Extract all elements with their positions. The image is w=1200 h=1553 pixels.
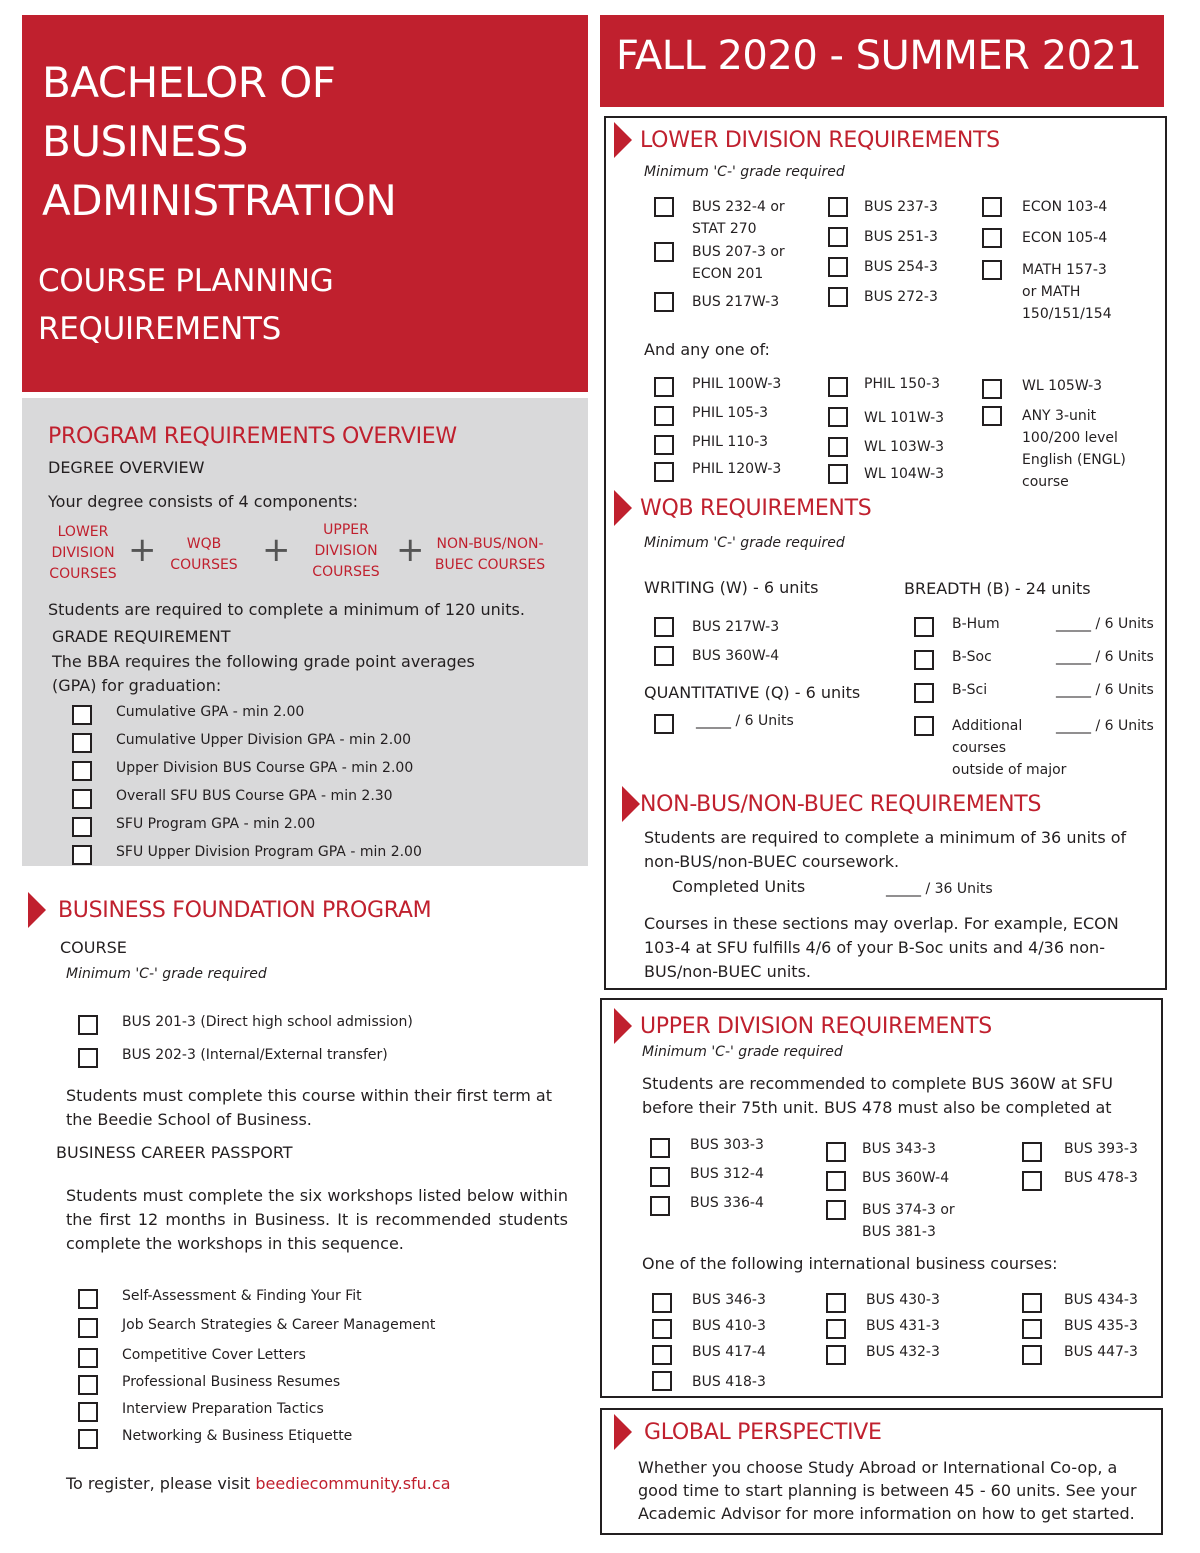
workshop-item: [78, 1374, 435, 1401]
checkbox[interactable]: [982, 197, 1002, 217]
workshop-label: Professional Business Resumes: [122, 1374, 341, 1390]
workshop-item: [78, 1317, 435, 1347]
component-line: COURSES: [170, 557, 238, 573]
checkbox[interactable]: [72, 733, 92, 753]
breadth-list: [914, 616, 1154, 781]
course-label: PHIL 110-3: [692, 434, 769, 450]
workshop-item: [78, 1347, 435, 1374]
course-label: BUS 393-3: [1064, 1141, 1138, 1157]
any-col1: [654, 376, 781, 488]
component-line: DIVISION: [51, 545, 115, 561]
gpa-item-label: SFU Upper Division Program GPA - min 2.00: [116, 844, 422, 860]
component-line: UPPER: [323, 522, 369, 538]
upper-title: UPPER DIVISION REQUIREMENTS: [640, 1014, 992, 1039]
course-item: [826, 1318, 940, 1344]
checkbox[interactable]: [78, 1348, 98, 1368]
course-label: BUS 237-3: [864, 199, 938, 215]
checkbox[interactable]: [650, 1196, 670, 1216]
checkbox[interactable]: [78, 1318, 98, 1338]
course-label-line: ECON 201: [692, 266, 764, 282]
wqb-title: WQB REQUIREMENTS: [640, 496, 872, 521]
workshop-label: Job Search Strategies & Career Management: [122, 1317, 436, 1333]
checkbox[interactable]: [654, 646, 674, 666]
course-item: [982, 227, 1112, 259]
checkbox[interactable]: [982, 260, 1002, 280]
checkbox[interactable]: [914, 683, 934, 703]
course-label: BUS 272-3: [864, 289, 938, 305]
grade-text-line: The BBA requires the following grade point averages: [52, 652, 475, 671]
register-line: [66, 1474, 451, 1493]
course-item: [826, 1199, 955, 1243]
nonbus-section: [604, 784, 1167, 984]
course-label: BUS 447-3: [1064, 1344, 1138, 1360]
intl-col1: [652, 1292, 766, 1396]
passport-text: Students must complete the six workshops listed below within the first 12 months in Business. It is recommended students complete the workshops in this sequence.: [66, 1186, 568, 1253]
workshop-item: [78, 1428, 435, 1455]
gpa-item: [72, 704, 422, 732]
course-label-line: MATH 157-3: [1022, 262, 1107, 278]
course-label: PHIL 120W-3: [692, 461, 782, 477]
breadth-label: B-Soc: [952, 649, 992, 665]
writing-list: [654, 616, 779, 674]
units-text: Students are required to complete a minimum of 120 units.: [48, 600, 525, 619]
lower-col1: [654, 196, 785, 321]
checkbox[interactable]: [652, 1371, 672, 1391]
checkbox[interactable]: [72, 817, 92, 837]
course-label: WL 103W-3: [864, 439, 945, 455]
checkbox[interactable]: [826, 1200, 846, 1220]
breadth-label-line: outside of major: [952, 762, 1067, 778]
course-label: BUS 360W-4: [692, 648, 780, 664]
course-label: ECON 103-4: [1022, 199, 1108, 215]
lower-division-section: [604, 116, 1167, 490]
breadth-label-line: courses: [952, 740, 1007, 756]
course-label: BUS 343-3: [862, 1141, 936, 1157]
breadth-item: [914, 715, 1154, 781]
overlap-text: Courses in these sections may overlap. For example, ECON 103-4 at SFU fulfills 4/6 of your B-Soc units and 4/36 non-BUS/non-BUEC units.: [644, 914, 1119, 981]
gpa-item-label: Overall SFU BUS Course GPA - min 2.30: [116, 788, 393, 804]
course-item: [78, 1047, 413, 1080]
grade-note: Minimum 'C-' grade required: [642, 1044, 843, 1060]
term-label: FALL 2020 - SUMMER 2021: [616, 33, 1142, 79]
course-label-line: 100/200 level: [1022, 430, 1118, 446]
course-item: [78, 1014, 413, 1047]
grade-note: Minimum 'C-' grade required: [66, 966, 267, 982]
section-arrow-icon: [614, 1008, 632, 1044]
section-arrow-icon: [28, 892, 46, 928]
global-text: Whether you choose Study Abroad or International Co-op, a good time to start planning is between 45 - 60 units. See your Academic Advisor for more information on how to get started.: [638, 1458, 1137, 1523]
checkbox[interactable]: [72, 789, 92, 809]
global-section: [600, 1408, 1163, 1535]
overview-panel: [22, 398, 588, 866]
course-label: PHIL 100W-3: [692, 376, 782, 392]
checkbox[interactable]: [78, 1375, 98, 1395]
checkbox[interactable]: [914, 716, 934, 736]
intl-text: One of the following international business courses:: [642, 1254, 1058, 1273]
checkbox[interactable]: [914, 617, 934, 637]
course-label: BUS 410-3: [692, 1318, 766, 1334]
course-item: [826, 1344, 940, 1370]
course-item: [652, 1370, 766, 1396]
gpa-item-label: Upper Division BUS Course GPA - min 2.00: [116, 760, 414, 776]
checkbox[interactable]: [1022, 1142, 1042, 1162]
component-line: WQB: [186, 536, 222, 552]
course-label-line: ANY 3-unit: [1022, 408, 1097, 424]
course-item: [654, 196, 785, 241]
workshop-label: Networking & Business Etiquette: [122, 1428, 353, 1444]
checkbox[interactable]: [826, 1142, 846, 1162]
course-item: [828, 196, 938, 226]
program-subtitle: [38, 257, 334, 353]
checkbox[interactable]: [828, 257, 848, 277]
grade-text: [52, 650, 475, 698]
course-label: BUS 201-3 (Direct high school admission): [122, 1014, 413, 1030]
course-label: BUS 336-4: [690, 1195, 764, 1211]
course-item: [982, 405, 1126, 493]
course-item: [1022, 1318, 1138, 1344]
term-text: Students must complete this course within their first term at the Beedie School of Business.: [66, 1086, 552, 1129]
register-link[interactable]: beediecommunity.sfu.ca: [255, 1474, 451, 1493]
program-title-line: BACHELOR OF: [42, 58, 336, 107]
section-arrow-icon: [614, 490, 632, 526]
checkbox[interactable]: [72, 761, 92, 781]
quant-item: [654, 713, 794, 734]
intl-col2: [826, 1292, 940, 1370]
any-col2: [828, 376, 944, 490]
course-label: [1022, 259, 1112, 325]
component-lower: [46, 522, 120, 585]
course-item: [652, 1318, 766, 1344]
section-arrow-icon: [622, 786, 640, 822]
grade-note: Minimum 'C-' grade required: [644, 164, 845, 180]
course-item: [654, 241, 785, 291]
any-col3: [982, 378, 1126, 493]
course-item: [652, 1344, 766, 1370]
lower-col2: [828, 196, 938, 316]
checkbox[interactable]: [78, 1289, 98, 1309]
course-item: [650, 1166, 764, 1195]
course-item: [826, 1170, 955, 1199]
workshop-item: [78, 1288, 435, 1317]
degree-overview-heading: DEGREE OVERVIEW: [48, 458, 205, 477]
workshop-label: Self-Assessment & Finding Your Fit: [122, 1288, 362, 1304]
course-item: [650, 1137, 764, 1166]
component-line: COURSES: [49, 566, 117, 582]
course-label: BUS 434-3: [1064, 1292, 1138, 1308]
checkbox[interactable]: [78, 1015, 98, 1035]
course-item: [652, 1292, 766, 1318]
component-nonbus: [430, 534, 550, 576]
course-item: [826, 1292, 940, 1318]
course-label: WL 105W-3: [1022, 378, 1103, 394]
upper-text: Students are recommended to complete BUS 360W at SFU before their 75th unit. BUS 478 must also be completed at: [642, 1074, 1113, 1117]
checkbox[interactable]: [828, 227, 848, 247]
components-text: Your degree consists of 4 components:: [48, 492, 358, 511]
program-title-line: ADMINISTRATION: [42, 176, 397, 225]
component-line: COURSES: [312, 564, 380, 580]
course-heading: COURSE: [60, 938, 127, 957]
course-label: BUS 312-4: [690, 1166, 764, 1182]
checkbox[interactable]: [650, 1167, 670, 1187]
intl-col3: [1022, 1292, 1138, 1370]
plus-sign: +: [396, 530, 425, 570]
course-item: [828, 286, 938, 316]
course-label: BUS 251-3: [864, 229, 938, 245]
checkbox[interactable]: [828, 287, 848, 307]
checkbox[interactable]: [982, 406, 1002, 426]
course-item: [828, 226, 938, 256]
checkbox[interactable]: [828, 377, 848, 397]
checkbox[interactable]: [826, 1345, 846, 1365]
course-label: BUS 418-3: [692, 1374, 766, 1390]
breadth-heading: BREADTH (B) - 24 units: [904, 579, 1091, 598]
course-label-line: BUS 381-3: [862, 1224, 936, 1240]
register-text: To register, please visit: [66, 1474, 256, 1493]
course-item: [828, 406, 944, 436]
course-label: BUS 217W-3: [692, 294, 780, 310]
workshop-item: [78, 1401, 435, 1428]
course-label: BUS 202-3 (Internal/External transfer): [122, 1047, 388, 1063]
checkbox[interactable]: [826, 1171, 846, 1191]
course-item: [828, 436, 944, 463]
course-label-line: BUS 374-3 or: [862, 1202, 955, 1218]
course-label: BUS 432-3: [866, 1344, 940, 1360]
checkbox[interactable]: [652, 1293, 672, 1313]
checkbox[interactable]: [78, 1429, 98, 1449]
grade-note: Minimum 'C-' grade required: [644, 535, 845, 551]
writing-heading: WRITING (W) - 6 units: [644, 578, 819, 597]
course-label-line: course: [1022, 474, 1069, 490]
gpa-item-label: Cumulative Upper Division GPA - min 2.00: [116, 732, 412, 748]
course-label: ECON 105-4: [1022, 230, 1108, 246]
units-blank: _____ / 6 Units: [1056, 649, 1154, 665]
program-subtitle-line: REQUIREMENTS: [38, 311, 282, 347]
checkbox[interactable]: [654, 292, 674, 312]
course-label-line: STAT 270: [692, 221, 757, 237]
component-wqb: [162, 534, 246, 576]
grade-heading: GRADE REQUIREMENT: [52, 627, 231, 646]
checkbox[interactable]: [654, 462, 674, 482]
program-title: [42, 53, 396, 230]
breadth-item: [914, 616, 1154, 649]
program-title-line: BUSINESS: [42, 117, 248, 166]
nonbus-title: NON-BUS/NON-BUEC REQUIREMENTS: [640, 792, 1042, 817]
breadth-item: [914, 682, 1154, 715]
checkbox[interactable]: [654, 714, 674, 734]
checkbox[interactable]: [72, 845, 92, 865]
course-item: [1022, 1141, 1138, 1170]
checkbox[interactable]: [652, 1319, 672, 1339]
breadth-label-line: Additional: [952, 718, 1023, 734]
title-block: [22, 15, 588, 392]
course-item: [1022, 1170, 1138, 1199]
course-label: PHIL 150-3: [864, 376, 941, 392]
course-item: [654, 616, 779, 645]
course-label-line: BUS 232-4 or: [692, 199, 785, 215]
gpa-item-label: SFU Program GPA - min 2.00: [116, 816, 316, 832]
units-blank: _____ / 6 Units: [1056, 616, 1154, 632]
units-blank: _____ / 6 Units: [696, 713, 794, 729]
breadth-label: [952, 715, 1067, 781]
course-label: BUS 430-3: [866, 1292, 940, 1308]
course-item: [654, 461, 781, 488]
workshop-label: Interview Preparation Tactics: [122, 1401, 324, 1417]
checkbox[interactable]: [650, 1138, 670, 1158]
foundation-courses: [78, 1014, 413, 1080]
course-item: [982, 378, 1126, 405]
workshop-label: Competitive Cover Letters: [122, 1347, 306, 1363]
course-item: [826, 1141, 955, 1170]
section-arrow-icon: [614, 1414, 632, 1450]
course-label: [692, 196, 785, 240]
nonbus-text: Students are required to complete a minimum of 36 units of non-BUS/non-BUEC coursework.: [644, 828, 1127, 871]
checkbox[interactable]: [654, 617, 674, 637]
gpa-item-label: Cumulative GPA - min 2.00: [116, 704, 305, 720]
course-item: [654, 405, 781, 434]
lower-title: LOWER DIVISION REQUIREMENTS: [640, 128, 1000, 153]
completed-label: Completed Units: [672, 877, 806, 896]
plus-sign: +: [128, 530, 157, 570]
checkbox[interactable]: [1022, 1319, 1042, 1339]
course-item: [1022, 1344, 1138, 1370]
course-label: BUS 254-3: [864, 259, 938, 275]
upper-division-section: [600, 998, 1163, 1398]
course-label-line: English (ENGL): [1022, 452, 1126, 468]
checkbox[interactable]: [1022, 1293, 1042, 1313]
wqb-section: [604, 488, 1167, 778]
course-label: WL 101W-3: [864, 410, 945, 426]
course-label: BUS 478-3: [1064, 1170, 1138, 1186]
course-label-line: or MATH: [1022, 284, 1081, 300]
component-upper: [306, 520, 386, 583]
gpa-item: [72, 732, 422, 760]
plus-sign: +: [262, 530, 291, 570]
course-label: [862, 1199, 955, 1243]
units-blank: _____ / 6 Units: [1056, 718, 1154, 734]
workshop-list: [78, 1288, 435, 1455]
component-line: NON-BUS/NON-: [436, 536, 544, 552]
checkbox[interactable]: [828, 197, 848, 217]
course-item: [650, 1195, 764, 1224]
term-banner: [600, 15, 1164, 107]
overview-title: PROGRAM REQUIREMENTS OVERVIEW: [48, 424, 457, 449]
gpa-list: [72, 704, 422, 872]
lower-col3: [982, 196, 1112, 325]
checkbox[interactable]: [72, 705, 92, 725]
breadth-item: [914, 649, 1154, 682]
course-label: [692, 241, 785, 285]
course-item: [1022, 1292, 1138, 1318]
checkbox[interactable]: [652, 1345, 672, 1365]
checkbox[interactable]: [654, 406, 674, 426]
checkbox[interactable]: [828, 407, 848, 427]
checkbox[interactable]: [826, 1319, 846, 1339]
course-item: [982, 259, 1112, 325]
gpa-item: [72, 816, 422, 844]
foundation-title: BUSINESS FOUNDATION PROGRAM: [58, 898, 432, 923]
checkbox[interactable]: [982, 379, 1002, 399]
course-item: [828, 463, 944, 490]
course-item: [654, 291, 785, 321]
course-label: BUS 303-3: [690, 1137, 764, 1153]
course-label-line: BUS 207-3 or: [692, 244, 785, 260]
gpa-item: [72, 760, 422, 788]
any-one-text: And any one of:: [644, 340, 770, 359]
checkbox[interactable]: [78, 1048, 98, 1068]
units-blank: _____ / 6 Units: [1056, 682, 1154, 698]
course-item: [982, 196, 1112, 227]
course-label: BUS 417-4: [692, 1344, 766, 1360]
course-label: BUS 346-3: [692, 1292, 766, 1308]
completed-blank: _____ / 36 Units: [886, 881, 993, 897]
course-label-line: 150/151/154: [1022, 306, 1112, 322]
passport-heading: BUSINESS CAREER PASSPORT: [56, 1143, 293, 1162]
checkbox[interactable]: [1022, 1171, 1042, 1191]
component-line: LOWER: [57, 524, 109, 540]
checkbox[interactable]: [1022, 1345, 1042, 1365]
upper-col3: [1022, 1141, 1138, 1199]
checkbox[interactable]: [982, 228, 1002, 248]
checkbox[interactable]: [654, 242, 674, 262]
course-label: BUS 360W-4: [862, 1170, 950, 1186]
checkbox[interactable]: [654, 435, 674, 455]
checkbox[interactable]: [826, 1293, 846, 1313]
course-item: [654, 434, 781, 461]
checkbox[interactable]: [828, 437, 848, 457]
upper-col2: [826, 1141, 955, 1243]
course-item: [828, 256, 938, 286]
course-item: [654, 376, 781, 405]
course-label: [1022, 405, 1126, 493]
course-label: BUS 435-3: [1064, 1318, 1138, 1334]
course-label: BUS 431-3: [866, 1318, 940, 1334]
checkbox[interactable]: [78, 1402, 98, 1422]
foundation-section: [22, 890, 588, 1530]
breadth-label: B-Hum: [952, 616, 1000, 632]
checkbox[interactable]: [654, 377, 674, 397]
breadth-label: B-Sci: [952, 682, 988, 698]
course-label: BUS 217W-3: [692, 619, 780, 635]
checkbox[interactable]: [914, 650, 934, 670]
checkbox[interactable]: [654, 197, 674, 217]
course-label: PHIL 105-3: [692, 405, 769, 421]
global-title: GLOBAL PERSPECTIVE: [644, 1420, 882, 1445]
section-arrow-icon: [614, 122, 632, 158]
gpa-item: [72, 844, 422, 872]
quant-heading: QUANTITATIVE (Q) - 6 units: [644, 683, 861, 702]
checkbox[interactable]: [828, 464, 848, 484]
component-line: DIVISION: [314, 543, 378, 559]
course-label: WL 104W-3: [864, 466, 945, 482]
component-line: BUEC COURSES: [434, 557, 546, 573]
gpa-item: [72, 788, 422, 816]
course-item: [654, 645, 779, 674]
grade-text-line: (GPA) for graduation:: [52, 676, 222, 695]
upper-col1: [650, 1137, 764, 1224]
course-item: [828, 376, 944, 406]
program-subtitle-line: COURSE PLANNING: [38, 263, 334, 299]
